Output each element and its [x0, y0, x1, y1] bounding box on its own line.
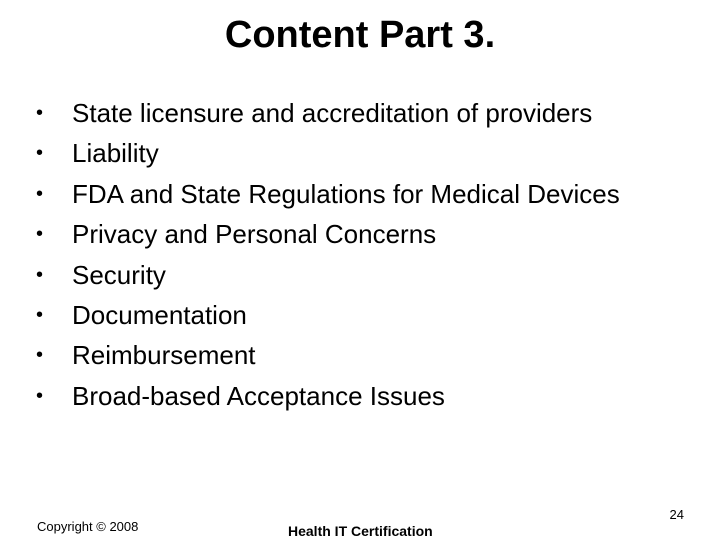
bullet-item	[0, 295, 720, 335]
bullet-dot-icon: •	[36, 384, 44, 407]
bullet-dot-icon: •	[36, 223, 44, 246]
bullet-text: Broad-based Acceptance Issues	[72, 380, 445, 411]
bullet-dot-icon: •	[36, 142, 44, 165]
page-number: 24	[669, 507, 684, 522]
bullet-item	[0, 93, 720, 133]
bullet-text: FDA and State Regulations for Medical Devices	[72, 178, 620, 209]
bullet-item	[0, 133, 720, 173]
bullet-dot-icon: •	[36, 182, 44, 205]
bullet-item	[0, 255, 720, 295]
bullet-text: Privacy and Personal Concerns	[72, 219, 437, 250]
bullet-text: Security	[72, 259, 166, 290]
bullet-text: Liability	[72, 138, 159, 169]
bullet-dot-icon: •	[36, 344, 44, 367]
bullet-text: Documentation	[72, 299, 247, 330]
footer-course-title: Health IT Certification	[288, 523, 433, 539]
slide-title: Content Part 3.	[224, 14, 496, 56]
bullet-text: State licensure and accreditation of providers	[72, 98, 593, 128]
bullet-item	[0, 174, 720, 214]
bullet-item	[0, 335, 720, 375]
bullet-dot-icon: •	[36, 263, 44, 286]
bullet-list	[0, 93, 720, 416]
bullet-dot-icon: •	[36, 102, 44, 124]
footer-copyright: Copyright © 2008	[37, 519, 139, 534]
bullet-text: Reimbursement	[72, 340, 256, 371]
bullet-dot-icon: •	[36, 303, 44, 326]
bullet-item	[0, 376, 720, 416]
bullet-item	[0, 214, 720, 254]
